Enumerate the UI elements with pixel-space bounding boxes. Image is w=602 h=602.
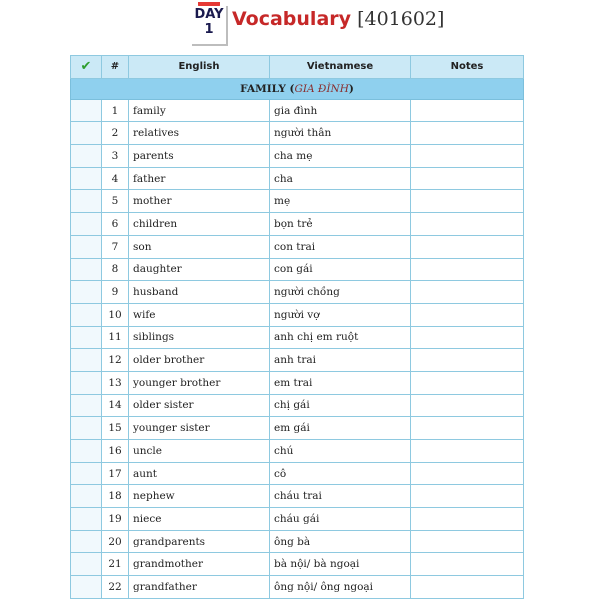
row-notes[interactable]	[411, 145, 524, 168]
table-row	[71, 190, 524, 213]
column-header-notes: Notes	[411, 56, 524, 79]
column-header-check	[71, 56, 102, 79]
table-header-row	[71, 56, 524, 79]
row-checkbox[interactable]	[71, 371, 102, 394]
column-header-vietnamese: Vietnamese	[270, 56, 411, 79]
row-vietnamese: em trai	[270, 371, 411, 394]
row-vietnamese: mẹ	[270, 190, 411, 213]
row-number: 6	[102, 213, 129, 236]
row-number: 16	[102, 440, 129, 463]
row-vietnamese: cha mẹ	[270, 145, 411, 168]
row-notes[interactable]	[411, 508, 524, 531]
row-number: 12	[102, 349, 129, 372]
day-number: 1	[204, 22, 214, 37]
row-english: aunt	[129, 462, 270, 485]
table-row	[71, 394, 524, 417]
table-row	[71, 122, 524, 145]
row-number: 10	[102, 303, 129, 326]
row-english: nephew	[129, 485, 270, 508]
row-number: 7	[102, 235, 129, 258]
table-row	[71, 281, 524, 304]
row-checkbox[interactable]	[71, 213, 102, 236]
row-checkbox[interactable]	[71, 122, 102, 145]
row-notes[interactable]	[411, 417, 524, 440]
row-notes[interactable]	[411, 167, 524, 190]
table-row	[71, 145, 524, 168]
row-number: 15	[102, 417, 129, 440]
table-row	[71, 235, 524, 258]
row-english: wife	[129, 303, 270, 326]
row-english: son	[129, 235, 270, 258]
row-english: siblings	[129, 326, 270, 349]
row-checkbox[interactable]	[71, 349, 102, 372]
row-english: relatives	[129, 122, 270, 145]
row-vietnamese: con gái	[270, 258, 411, 281]
title-word: Vocabulary	[232, 8, 352, 30]
row-number: 1	[102, 99, 129, 122]
table-row	[71, 440, 524, 463]
row-notes[interactable]	[411, 258, 524, 281]
row-vietnamese: anh chị em ruột	[270, 326, 411, 349]
row-number: 9	[102, 281, 129, 304]
table-row	[71, 371, 524, 394]
row-checkbox[interactable]	[71, 553, 102, 576]
row-notes[interactable]	[411, 190, 524, 213]
row-checkbox[interactable]	[71, 508, 102, 531]
row-checkbox[interactable]	[71, 326, 102, 349]
row-vietnamese: cô	[270, 462, 411, 485]
row-vietnamese: anh trai	[270, 349, 411, 372]
row-vietnamese: bọn trẻ	[270, 213, 411, 236]
table-row	[71, 213, 524, 236]
table-row	[71, 508, 524, 531]
row-number: 4	[102, 167, 129, 190]
row-number: 21	[102, 553, 129, 576]
row-number: 22	[102, 576, 129, 599]
row-checkbox[interactable]	[71, 440, 102, 463]
row-checkbox[interactable]	[71, 190, 102, 213]
row-notes[interactable]	[411, 553, 524, 576]
page-header	[192, 2, 444, 46]
row-checkbox[interactable]	[71, 576, 102, 599]
table-row	[71, 258, 524, 281]
row-number: 18	[102, 485, 129, 508]
table-caption-row	[71, 78, 524, 99]
row-english: older sister	[129, 394, 270, 417]
row-notes[interactable]	[411, 99, 524, 122]
row-english: grandmother	[129, 553, 270, 576]
row-notes[interactable]	[411, 485, 524, 508]
table-row	[71, 417, 524, 440]
row-number: 13	[102, 371, 129, 394]
row-vietnamese: ông bà	[270, 530, 411, 553]
table-row	[71, 349, 524, 372]
row-vietnamese: người thân	[270, 122, 411, 145]
check-icon: ✔	[80, 59, 92, 75]
row-english: daughter	[129, 258, 270, 281]
row-checkbox[interactable]	[71, 258, 102, 281]
row-checkbox[interactable]	[71, 303, 102, 326]
row-english: mother	[129, 190, 270, 213]
row-notes[interactable]	[411, 440, 524, 463]
row-notes[interactable]	[411, 530, 524, 553]
row-notes[interactable]	[411, 394, 524, 417]
table-row	[71, 462, 524, 485]
row-english: older brother	[129, 349, 270, 372]
row-checkbox[interactable]	[71, 485, 102, 508]
row-notes[interactable]	[411, 576, 524, 599]
row-notes[interactable]	[411, 303, 524, 326]
column-header-english: English	[129, 56, 270, 79]
row-english: grandparents	[129, 530, 270, 553]
row-vietnamese: chú	[270, 440, 411, 463]
caption-translation: GIA ĐÌNH	[294, 82, 349, 95]
row-vietnamese: ông nội/ ông ngoại	[270, 576, 411, 599]
row-vietnamese: chị gái	[270, 394, 411, 417]
row-english: younger brother	[129, 371, 270, 394]
row-english: younger sister	[129, 417, 270, 440]
table-row	[71, 485, 524, 508]
row-checkbox[interactable]	[71, 167, 102, 190]
caption-title: FAMILY	[240, 82, 286, 95]
row-vietnamese: em gái	[270, 417, 411, 440]
table-caption: FAMILY (GIA ĐÌNH)	[71, 78, 524, 99]
table-row	[71, 99, 524, 122]
row-number: 8	[102, 258, 129, 281]
table-row	[71, 303, 524, 326]
row-vietnamese: cháu trai	[270, 485, 411, 508]
row-number: 14	[102, 394, 129, 417]
column-header-number: #	[102, 56, 129, 79]
row-english: uncle	[129, 440, 270, 463]
table-row	[71, 167, 524, 190]
row-number: 3	[102, 145, 129, 168]
row-english: grandfather	[129, 576, 270, 599]
table-row	[71, 326, 524, 349]
row-notes[interactable]	[411, 462, 524, 485]
row-english: children	[129, 213, 270, 236]
row-notes[interactable]	[411, 281, 524, 304]
row-english: father	[129, 167, 270, 190]
row-vietnamese: người vợ	[270, 303, 411, 326]
row-checkbox[interactable]	[71, 417, 102, 440]
row-number: 2	[102, 122, 129, 145]
calendar-icon	[192, 2, 228, 44]
row-vietnamese: cháu gái	[270, 508, 411, 531]
row-checkbox[interactable]	[71, 281, 102, 304]
row-checkbox[interactable]	[71, 99, 102, 122]
row-checkbox[interactable]	[71, 235, 102, 258]
row-checkbox[interactable]	[71, 530, 102, 553]
row-checkbox[interactable]	[71, 462, 102, 485]
row-english: family	[129, 99, 270, 122]
row-notes[interactable]	[411, 326, 524, 349]
row-notes[interactable]	[411, 349, 524, 372]
row-notes[interactable]	[411, 213, 524, 236]
row-vietnamese: gia đình	[270, 99, 411, 122]
page-title	[232, 8, 444, 30]
row-notes[interactable]	[411, 371, 524, 394]
row-checkbox[interactable]	[71, 394, 102, 417]
row-number: 20	[102, 530, 129, 553]
row-vietnamese: cha	[270, 167, 411, 190]
row-english: husband	[129, 281, 270, 304]
row-vietnamese: người chồng	[270, 281, 411, 304]
vocabulary-table	[70, 55, 524, 599]
table-row	[71, 553, 524, 576]
row-number: 11	[102, 326, 129, 349]
row-number: 17	[102, 462, 129, 485]
table-row	[71, 530, 524, 553]
row-checkbox[interactable]	[71, 145, 102, 168]
row-number: 5	[102, 190, 129, 213]
table-body	[71, 99, 524, 598]
row-english: niece	[129, 508, 270, 531]
row-notes[interactable]	[411, 235, 524, 258]
row-english: parents	[129, 145, 270, 168]
day-label: DAY	[194, 7, 224, 22]
table-row	[71, 576, 524, 599]
row-vietnamese: bà nội/ bà ngoại	[270, 553, 411, 576]
row-number: 19	[102, 508, 129, 531]
title-code: [401602]	[357, 8, 445, 30]
row-vietnamese: con trai	[270, 235, 411, 258]
row-notes[interactable]	[411, 122, 524, 145]
